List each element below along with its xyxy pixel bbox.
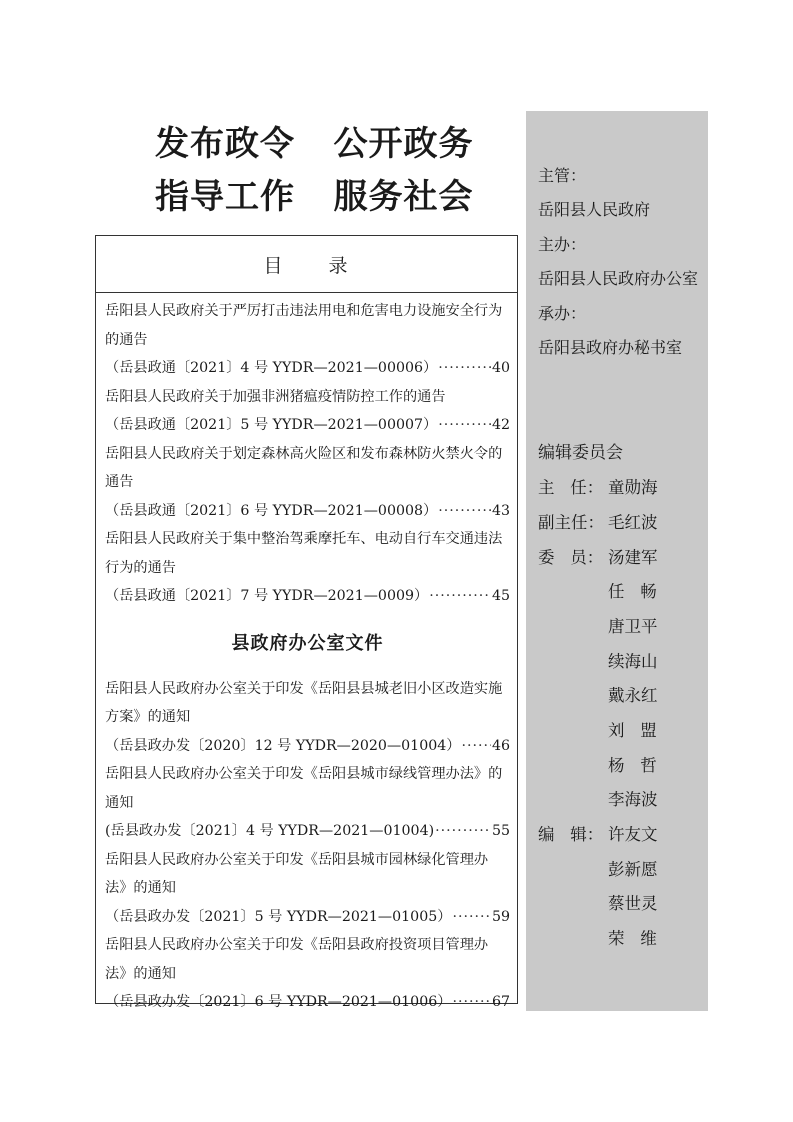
leader-dots	[429, 582, 491, 611]
toc-entry-ref: （岳县政通〔2021〕4 号 YYDR—2021—00006）	[105, 360, 438, 376]
toc-section-heading: 县政府办公室文件	[231, 632, 384, 654]
editor-name: 许友文	[608, 825, 658, 844]
toc-entry-ref: （岳县政通〔2021〕6 号 YYDR—2021—00008）	[105, 502, 438, 519]
editor-name: 彭新愿	[608, 860, 658, 879]
toc-entry-page: 45	[491, 588, 510, 604]
toc-entry-title: 岳阳县人民政府办公室关于印发《岳阳县政府投资项目管理办法》的通知	[105, 937, 489, 982]
toc-entry-title: 岳阳县人民政府办公室关于印发《岳阳县城市绿线管理办法》的通知	[105, 766, 503, 811]
member-name: 李海波	[608, 790, 658, 809]
toc-entry-page: 40	[491, 360, 510, 376]
toc-entry-title: 岳阳县人民政府关于严厉打击违法用电和危害电力设施安全行为的通告	[105, 303, 503, 348]
toc-entry-ref: (岳县政办发〔2021〕4 号 YYDR—2021—01004)	[105, 823, 435, 839]
slogan-line-1: 发布政令 公开政务	[155, 124, 474, 164]
slogan-line-2: 指导工作 服务社会	[155, 177, 474, 217]
toc-entry-ref: （岳县政通〔2021〕5 号 YYDR—2021—00007）	[105, 417, 438, 433]
deputy-name: 毛红波	[608, 513, 658, 532]
table-of-contents	[95, 235, 518, 1010]
director-name: 童勋海	[608, 478, 658, 497]
member-name: 刘 盟	[608, 721, 657, 740]
masthead-panel	[526, 111, 708, 1011]
committee-title: 编辑委员会	[538, 443, 623, 463]
organizer-label: 承办：	[538, 304, 587, 323]
toc-entry-page: 59	[491, 908, 510, 925]
toc-heading-char: 录	[328, 254, 350, 277]
organizer-value: 岳阳县政府办秘书室	[538, 338, 683, 357]
deputy-label: 副主任：	[538, 513, 604, 532]
toc-entry-ref: （岳县政通〔2021〕7 号 YYDR—2021—0009）	[105, 588, 429, 604]
editor-name: 蔡世灵	[608, 894, 658, 913]
toc-entry-title: 岳阳县人民政府关于集中整治驾乘摩托车、电动自行车交通违法行为的通告	[105, 531, 503, 576]
sponsor-label: 主办：	[538, 235, 587, 254]
toc-entry-ref: （岳县政办发〔2021〕5 号 YYDR—2021—01005）	[105, 908, 452, 925]
toc-entry[interactable]	[105, 440, 510, 526]
leader-dots	[461, 732, 490, 761]
toc-entry[interactable]	[105, 760, 510, 846]
director-label: 主 任：	[538, 478, 604, 497]
leader-dots	[452, 903, 491, 932]
toc-entry-title: 岳阳县人民政府办公室关于印发《岳阳县城市园林绿化管理办法》的通知	[105, 851, 489, 896]
leader-dots	[435, 817, 491, 846]
supervisor-value: 岳阳县人民政府	[538, 200, 651, 219]
toc-entry[interactable]	[105, 383, 510, 440]
member-name: 任 畅	[608, 582, 657, 601]
toc-entry-title: 岳阳县人民政府关于加强非洲猪瘟疫情防控工作的通告	[105, 388, 446, 405]
toc-entry-ref: （岳县政办发〔2021〕6 号 YYDR—2021—01006）	[105, 994, 452, 1010]
toc-entry[interactable]	[105, 675, 510, 761]
editor-name: 荣 维	[608, 929, 657, 948]
toc-heading-char: 目	[263, 254, 285, 277]
leader-dots	[438, 411, 491, 440]
toc-entry-page: 55	[491, 823, 510, 839]
sponsor-value: 岳阳县人民政府办公室	[538, 269, 699, 288]
toc-entry-page: 43	[491, 502, 510, 519]
toc-entry[interactable]	[105, 525, 510, 611]
toc-entry-title: 岳阳县人民政府关于划定森林高火险区和发布森林防火禁火令的通告	[105, 445, 503, 490]
toc-entry-ref: （岳县政办发〔2020〕12 号 YYDR—2020—01004）	[105, 737, 461, 754]
toc-entry[interactable]	[105, 931, 510, 1017]
leader-dots	[438, 497, 491, 526]
member-name: 续海山	[608, 652, 658, 671]
members-label: 委 员：	[538, 548, 604, 567]
toc-entry[interactable]	[105, 846, 510, 932]
member-name: 唐卫平	[608, 617, 658, 636]
member-name: 杨 哲	[608, 756, 657, 775]
member-name: 汤建军	[608, 548, 658, 567]
leader-dots	[452, 988, 491, 1017]
editors-label: 编 辑：	[538, 825, 604, 844]
member-name: 戴永红	[608, 686, 658, 705]
toc-entry-page: 46	[491, 737, 510, 754]
toc-entry-page: 42	[491, 417, 510, 433]
supervisor-label: 主管：	[538, 166, 587, 185]
leader-dots	[438, 354, 491, 383]
toc-heading	[96, 236, 517, 293]
toc-entry-title: 岳阳县人民政府办公室关于印发《岳阳县县城老旧小区改造实施方案》的通知	[105, 680, 503, 725]
toc-entry[interactable]	[105, 297, 510, 383]
toc-entry-page: 67	[491, 994, 510, 1010]
